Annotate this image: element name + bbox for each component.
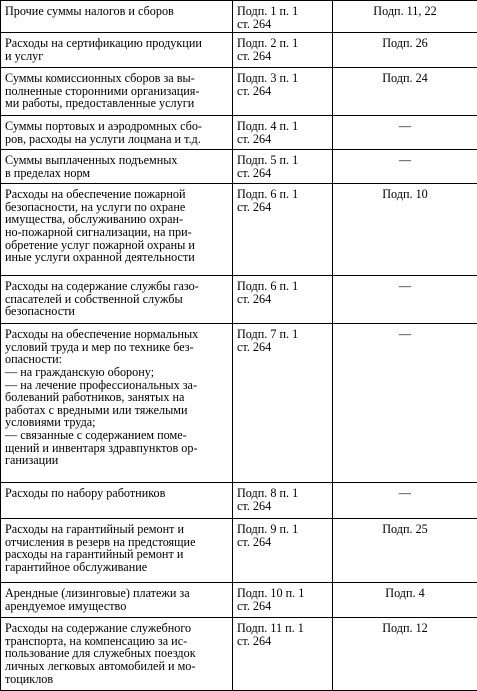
row-reference: Подп. 4 — [333, 583, 477, 618]
row-article: Подп. 4 п. 1 ст. 264 — [233, 116, 333, 150]
row-description: Расходы на обеспечение нормальных условий труда и мер по технике без- опасности: — на гражданскую оборону; — на лечение профессиональных за- болеваний работников, занятых на работах с вредными или тяжелыми условиями труда; — связанные с содержанием поме- щений и инвентаря здравпунктов ор- ганизации — [1, 324, 233, 483]
row-reference: Подп. 12 — [333, 618, 477, 691]
row-description: Суммы портовых и аэродромных сбо- ров, расходы на услуги лоцмана и т.д. — [1, 116, 233, 150]
row-description: Расходы на гарантийный ремонт и отчисления в резерв на предстоящие расходы на гарантийный ремонт и гарантийное обслуживание — [1, 519, 233, 583]
row-reference: Подп. 25 — [333, 519, 477, 583]
row-article: Подп. 5 п. 1 ст. 264 — [233, 150, 333, 184]
row-description: Расходы на сертификацию продукции и услуг — [1, 33, 233, 68]
table-row — [1, 33, 477, 68]
table-row — [1, 68, 477, 116]
row-reference: — — [333, 324, 477, 483]
table-body — [1, 1, 477, 691]
row-description: Прочие суммы налогов и сборов — [1, 1, 233, 33]
table-row — [1, 116, 477, 150]
row-article: Подп. 1 п. 1 ст. 264 — [233, 1, 333, 33]
row-reference: — — [333, 116, 477, 150]
table-row — [1, 583, 477, 618]
row-reference: — — [333, 276, 477, 324]
row-article: Подп. 11 п. 1 ст. 264 — [233, 618, 333, 691]
row-description: Расходы по набору работников — [1, 483, 233, 519]
row-article: Подп. 7 п. 1 ст. 264 — [233, 324, 333, 483]
row-reference: — — [333, 483, 477, 519]
row-description: Расходы на обеспечение пожарной безопасности, на услуги по охране имущества, обслуживанию охран- но-пожарной сигнализации, на при- обретение услуг пожарной охраны и иные услуги охранной деятельности — [1, 184, 233, 276]
row-reference: Подп. 26 — [333, 33, 477, 68]
row-reference: Подп. 11, 22 — [333, 1, 477, 33]
table-row — [1, 483, 477, 519]
row-description: Расходы на содержание службы газо- спасателей и собственной службы безопасности — [1, 276, 233, 324]
table-row — [1, 276, 477, 324]
row-article: Подп. 9 п. 1 ст. 264 — [233, 519, 333, 583]
row-description: Суммы выплаченных подъемных в пределах норм — [1, 150, 233, 184]
row-description: Расходы на содержание служебного транспорта, на компенсацию за ис- пользование для служебных поездок личных легковых автомобилей и мо- тоциклов — [1, 618, 233, 691]
row-reference: Подп. 24 — [333, 68, 477, 116]
row-article: Подп. 8 п. 1 ст. 264 — [233, 483, 333, 519]
row-description: Арендные (лизинговые) платежи за арендуемое имущество — [1, 583, 233, 618]
table-row — [1, 184, 477, 276]
table-row — [1, 324, 477, 483]
table-row — [1, 519, 477, 583]
table-row — [1, 1, 477, 33]
row-article: Подп. 2 п. 1 ст. 264 — [233, 33, 333, 68]
row-article: Подп. 10 п. 1 ст. 264 — [233, 583, 333, 618]
row-reference: Подп. 10 — [333, 184, 477, 276]
table-row — [1, 618, 477, 691]
row-article: Подп. 3 п. 1 ст. 264 — [233, 68, 333, 116]
row-description: Суммы комиссионных сборов за вы- полненные сторонними организация- ми работы, предоставленные услуги — [1, 68, 233, 116]
row-reference: — — [333, 150, 477, 184]
row-article: Подп. 6 п. 1 ст. 264 — [233, 276, 333, 324]
table-row — [1, 150, 477, 184]
row-article: Подп. 6 п. 1 ст. 264 — [233, 184, 333, 276]
